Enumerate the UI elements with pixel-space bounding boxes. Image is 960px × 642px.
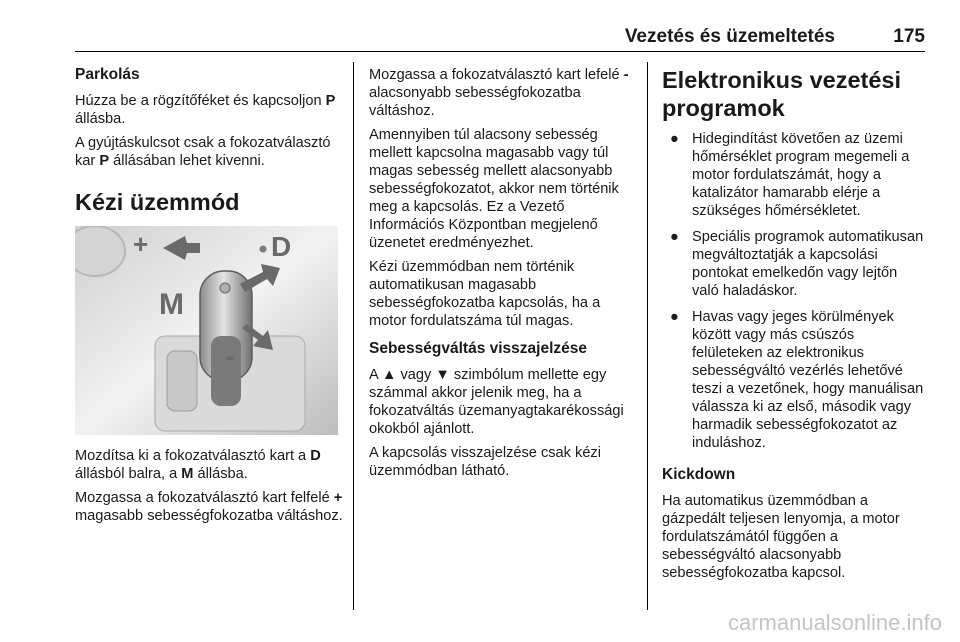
parking-paragraph-1: Húzza be a rögzítőféket és kapcsoljon P állásba. (75, 93, 336, 127)
minus-label: - (225, 340, 235, 373)
downshift-paragraph: Mozgassa a fokozatválasztó kart lefelé - alacsonyabb sebességfokozatba váltáshoz. (369, 67, 629, 119)
no-auto-upshift-paragraph: Kézi üzemmódban nem történik automatikusan magasabb sebességfokozatba kapcsolás, ha a motor fordulatszáma túl magas. (369, 259, 601, 329)
watermark: carmanualsonline.info (727, 610, 942, 635)
parking-heading: Parkolás (75, 66, 140, 83)
programs-list (662, 130, 927, 452)
kickdown-paragraph: Ha automatikus üzemmódban a gázpedált teljesen lenyomja, a motor fordulatszámától függően a sebességváltó alacsonyabb sebességfokozatba kapcsol. (662, 493, 900, 581)
shift-blocked-paragraph: Amennyiben túl alacsony sebesség mellett kapcsolna magasabb vagy túl magas sebesség mellett alacsonyabb sebességfokozatot, akkor nem történik meg a kapcsolás. Ez a Vezető Információs Központban megjelenő üzenetet eredményezhet. (369, 127, 619, 251)
column-divider-2 (647, 62, 648, 610)
list-item: ● Hidegindítást követően az üzemi hőmérséklet program megemeli a motor fordulatszámát, hogy a katalizátor hamarabb elérje a szükséges hőmérsékletet. (670, 131, 910, 219)
gear-selector-figure (75, 226, 338, 435)
column-2 (369, 66, 637, 486)
shift-indicator-heading: Sebességváltás visszajelzése (369, 340, 588, 357)
header-rule (75, 51, 925, 52)
electronic-programs-heading: Elektronikus vezetési programok (662, 67, 902, 121)
d-label: D (271, 231, 292, 262)
plus-label: + (133, 229, 149, 259)
column-divider-1 (353, 62, 354, 610)
shift-indicator-paragraph: A ▲ vagy ▼ szimbólum mellette egy számmal akkor jelenik meg, ha a fokozatváltás üzemanyagtakarékossági okokból ajánlott. (369, 367, 624, 437)
bullet-icon: ● (670, 229, 679, 245)
list-item: ● Havas vagy jeges körülmények között vagy más csúszós felületeken az elektronikus sebességváltó vezérlés lehetővé teszi a vezetőnek, hogy manuálisan válassza ki az első, második vagy harmadik sebességfokozatot az induláshoz. (670, 309, 924, 451)
parking-paragraph-2: A gyújtáskulcsot csak a fokozatválasztó kar P állásában lehet kivenni. (75, 135, 331, 169)
manual-mode-heading: Kézi üzemmód (75, 189, 240, 215)
gear-selector-illustration (75, 226, 338, 435)
bullet-icon: ● (670, 131, 679, 147)
section-title: Vezetés és üzemeltetés (624, 26, 835, 47)
list-item: ● Speciális programok automatikusan megváltoztatják a kapcsolási pontokat emelkedőn vagy lejtőn való haladáskor. (670, 229, 924, 299)
column-3 (662, 66, 927, 588)
bullet-icon: ● (670, 309, 679, 325)
m-label: M (159, 288, 184, 321)
indicator-manual-paragraph: A kapcsolás visszajelzése csak kézi üzemmódban látható. (369, 445, 601, 479)
column-1 (75, 66, 343, 531)
manual-paragraph-2: Mozgassa a fokozatválasztó kart felfelé + magasabb sebességfokozatba váltáshoz. (75, 490, 343, 524)
page-number: 175 (893, 26, 925, 47)
kickdown-heading: Kickdown (662, 466, 736, 483)
page-header (75, 26, 925, 48)
manual-paragraph-1: Mozdítsa ki a fokozatválasztó kart a D állásból balra, a M állásba. (75, 448, 321, 482)
